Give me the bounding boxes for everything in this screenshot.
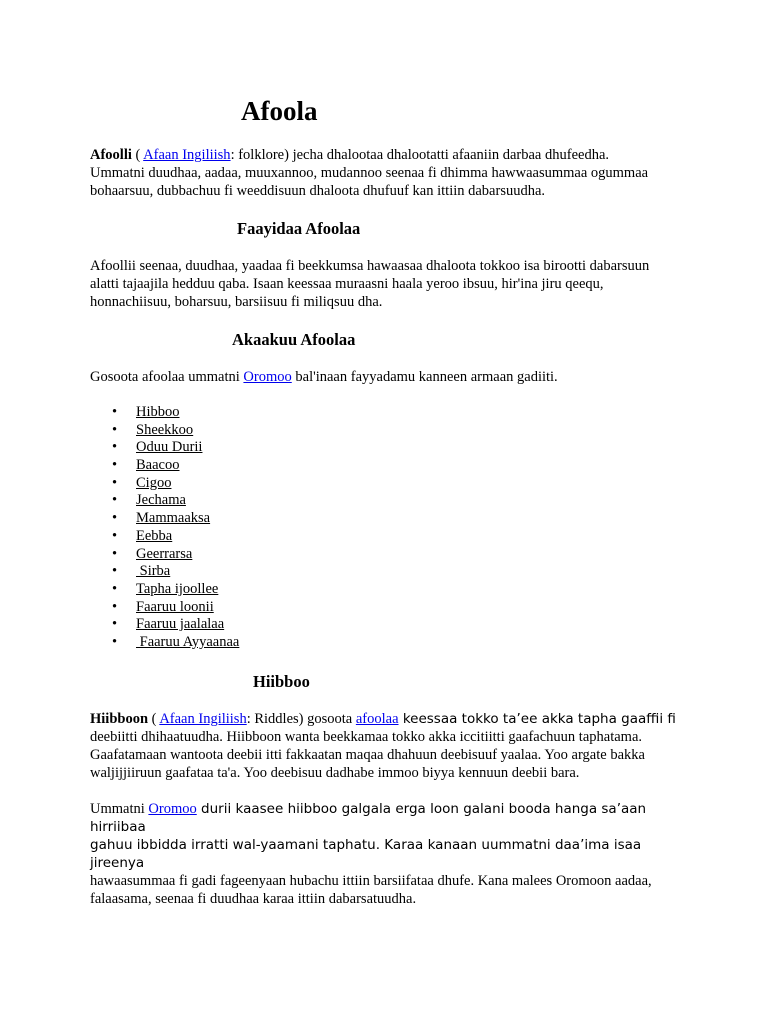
section-heading-faayidaa: Faayidaa Afoolaa	[237, 219, 361, 238]
faayidaa-line-3: honnachiisuu, boharsuu, barsiisuu fi miliqsuu dha.	[90, 294, 383, 310]
list-item-link[interactable]: Tapha ijoollee	[136, 580, 219, 597]
list-item-link[interactable]: Jechama	[136, 492, 186, 509]
intro-paragraph	[90, 146, 690, 200]
intro-line-3: bohaarsuu, dubbachuu fi weeddisuun dhaloota dhufuuf kan ittiin dabarsuudha.	[90, 183, 546, 199]
list-item-link[interactable]: Eebba	[136, 527, 173, 544]
bullet-icon: •	[112, 492, 118, 509]
hiibboo-p2-line-3: hawaasummaa fi gadi fageenyaan hubachu ittiin barsiifataa dhufe. Kana malees Oromoon aadaa,	[90, 873, 652, 889]
hiibboo-p1-mid: : Riddles) gosoota	[246, 711, 356, 727]
hiibboo-p2-line-1-rest: durii kaasee hiibboo galgala erga loon galani booda hanga sa’aan hirriibaa	[90, 801, 647, 835]
list-item	[112, 404, 239, 422]
bullet-icon: •	[112, 545, 118, 562]
intro-term: Afoolli	[90, 147, 132, 163]
list-item-link[interactable]: Faaruu Ayyaanaa	[136, 633, 240, 650]
hiibboo-term: Hiibboon	[90, 711, 149, 727]
faayidaa-line-1: Afoollii seenaa, duudhaa, yaadaa fi beekkumsa hawaasaa dhaloota tokkoo isa birootti dabarsuun	[90, 258, 650, 274]
hiibboo-paragraph-2	[90, 800, 690, 908]
bullet-icon: •	[112, 580, 118, 597]
list-item-link[interactable]: Faaruu loonii	[136, 598, 214, 615]
bullet-icon: •	[112, 598, 118, 615]
hiibboo-p2-line-1	[90, 800, 690, 836]
list-item-link[interactable]: Cigoo	[136, 474, 172, 491]
list-item	[112, 528, 239, 546]
list-item-link[interactable]: Mammaaksa	[136, 510, 211, 527]
bullet-icon: •	[112, 474, 118, 491]
bullet-icon: •	[112, 439, 118, 456]
list-item-link[interactable]: Geerrarsa	[136, 545, 193, 562]
hiibboo-p2-line-4: falaasama, seenaa fi duudhaa karaa ittiin dabarsatuudha.	[90, 891, 417, 907]
section-heading-akaakuu: Akaakuu Afoolaa	[232, 330, 356, 349]
hiibboo-p2-line-2: gahuu ibbidda irratti wal-yaamani taphatu. Karaa kanaan uummatni daa’ima isaa jireenya	[90, 837, 642, 871]
hiibboo-p1-line-3: Gaafatamaan wantoota deebii itti fakkaatan maqaa dhahuun deebisuuf yaalaa. Yoo argate bakka	[90, 747, 645, 763]
bullet-icon: •	[112, 404, 118, 420]
list-item-link[interactable]: Baacoo	[136, 457, 180, 474]
afoola-types-list	[112, 404, 239, 652]
bullet-icon: •	[112, 421, 118, 438]
faayidaa-paragraph	[90, 257, 690, 311]
bullet-icon: •	[112, 510, 118, 527]
bullet-icon: •	[112, 457, 118, 474]
list-item	[112, 563, 239, 581]
page-title: Afoola	[241, 96, 318, 126]
list-item-link[interactable]: Oduu Durii	[136, 439, 203, 456]
akaakuu-text-before: Gosoota afoolaa ummatni	[90, 369, 244, 385]
afoolaa-link[interactable]: afoolaa	[355, 711, 399, 727]
list-item	[112, 510, 239, 528]
list-item	[112, 492, 239, 510]
open-paren: (	[131, 147, 144, 163]
list-item	[112, 546, 239, 564]
open-paren: (	[148, 711, 160, 727]
list-item	[112, 422, 239, 440]
hiibboo-p2-text-before: Ummatni	[90, 801, 149, 817]
afaan-ingiliish-link[interactable]: Afaan Ingiliish	[143, 147, 231, 163]
hiibboo-paragraph-1	[90, 710, 690, 782]
bullet-icon: •	[112, 616, 118, 633]
afaan-ingiliish-link-2[interactable]: Afaan Ingiliish	[159, 711, 247, 727]
hiibboo-p1-line-4: waljijjiiruun gaafataa ta'a. Yoo deebisuu dadhabe immoo biyya kennuun deebii bara.	[90, 765, 580, 781]
hiibboo-p1-line-1-rest: keessaa tokko ta’ee akka tapha gaaffii fi	[398, 711, 676, 727]
list-item-link[interactable]: Sheekkoo	[136, 421, 194, 438]
bullet-icon: •	[112, 633, 118, 650]
akaakuu-paragraph	[90, 368, 690, 386]
oromoo-link[interactable]: Oromoo	[243, 369, 292, 385]
akaakuu-line	[90, 368, 690, 386]
akaakuu-text-after: bal'inaan fayyadamu kanneen armaan gadiiti.	[291, 369, 558, 385]
hiibboo-p1-line-2: deebiitti dhihaatuudha. Hiibboon wanta beekkamaa tokko akka iccitiitti gaafachuun taphatama.	[90, 729, 643, 745]
bullet-icon: •	[112, 527, 118, 544]
bullet-icon: •	[112, 563, 118, 580]
faayidaa-line-2: alatti tajaajila hedduu qaba. Isaan keessaa muraasni haala yeroo ibsuu, hir'ina jiru qeequ,	[90, 276, 604, 292]
section-heading-hiibboo: Hiibboo	[253, 672, 310, 691]
oromoo-link-2[interactable]: Oromoo	[148, 801, 197, 817]
list-item	[112, 581, 239, 599]
list-item-link[interactable]: Faaruu jaalalaa	[136, 616, 225, 633]
intro-line-2: Ummatni duudhaa, aadaa, muuxannoo, mudannoo seenaa fi dhimma hawwaasummaa ogummaa	[90, 165, 649, 181]
hiibboo-p1-line-1	[90, 710, 690, 728]
list-item	[112, 475, 239, 493]
list-item	[112, 616, 239, 634]
list-item	[112, 599, 239, 617]
intro-line-1	[90, 146, 690, 164]
list-item	[112, 457, 239, 475]
list-item-link[interactable]: Hibboo	[136, 404, 180, 420]
list-item-link[interactable]: Sirba	[136, 563, 171, 580]
intro-line-1-rest: : folklore) jecha dhalootaa dhalootatti afaaniin darbaa dhufeedha.	[230, 147, 609, 163]
list-item	[112, 439, 239, 457]
list-item	[112, 634, 239, 652]
